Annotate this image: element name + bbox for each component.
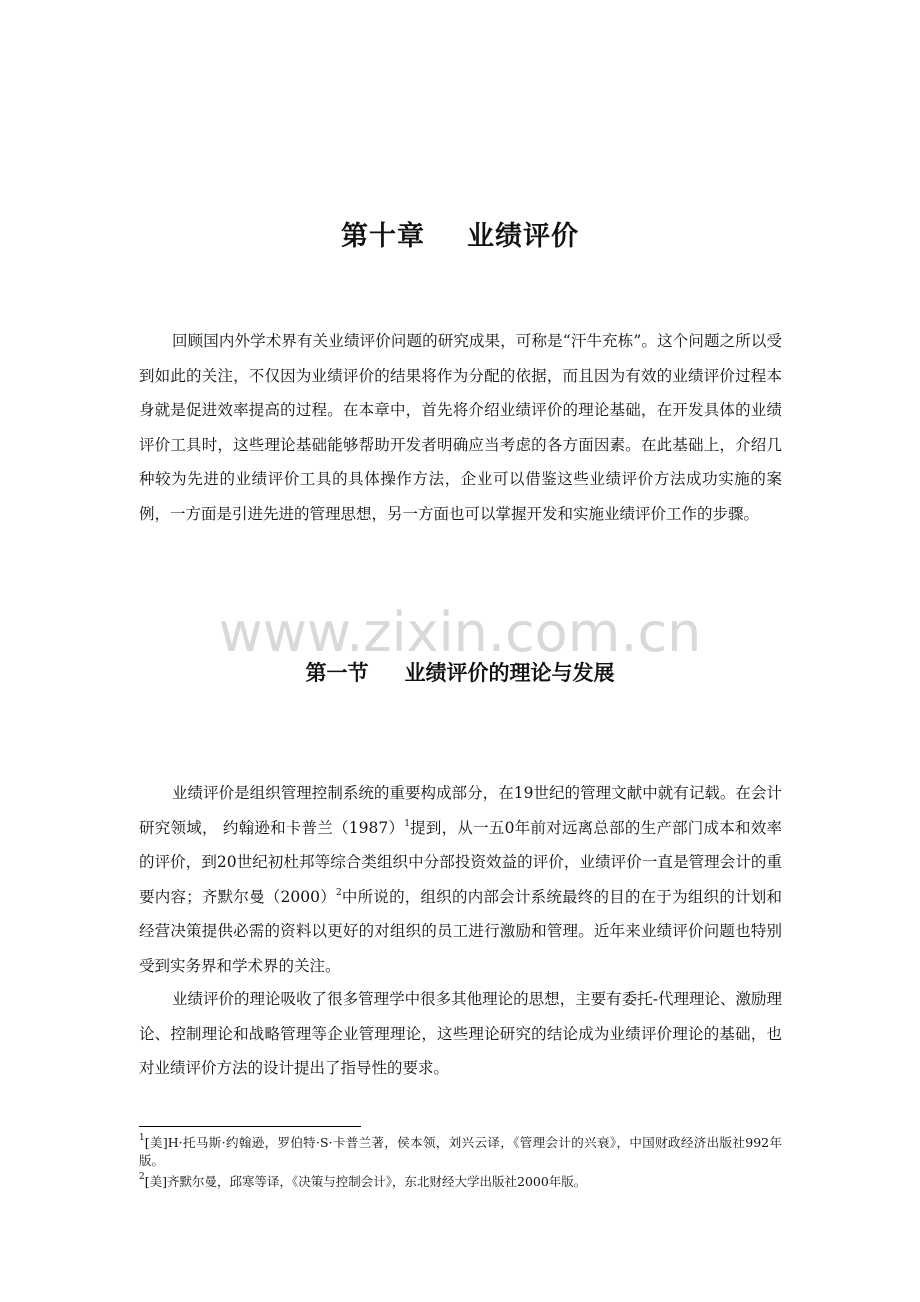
footnotes	[139, 1134, 782, 1194]
footnote-mark-1: 1	[139, 1133, 145, 1143]
footnote-2	[139, 1173, 782, 1191]
footnote-text-1: [美]H·托马斯·约翰逊，罗伯特·S·卡普兰著，侯本领，刘兴云译，《管理会计的兴衰》，中国财政经济出版社992年版。	[139, 1135, 782, 1168]
section-number: 第一节	[305, 661, 369, 685]
body-paragraph-1-part3: 中所说的，组织的内部会计系统最终的目的在于为组织的计划和经营决策提供必需的资料以更好的对组织的员工进行激励和管理。近年来业绩评价问题也特别受到实务界和学术界的关注。	[139, 887, 782, 975]
footnote-ref-1[interactable]: 1	[404, 818, 410, 829]
watermark: www.zixin.com.cn	[218, 601, 702, 664]
body-paragraph-1-part2: 提到，从一五0年前对远离总部的生产部门成本和效率的评价，到20世纪初杜邦等综合类组织中分部投资效益的评价，业绩评价一直是管理会计的重要内容；齐默尔曼（2000）	[139, 818, 782, 906]
chapter-number: 第十章	[341, 221, 425, 252]
section-name: 业绩评价的理论与发展	[404, 661, 615, 685]
body-paragraph-2: 业绩评价的理论吸收了很多管理学中很多其他理论的思想，主要有委托-代理理论、激励理论、控制理论和战略管理等企业管理理论，这些理论研究的结论成为业绩评价理论的基础，也对业绩评价方法的设计提出了指导性的要求。	[139, 990, 782, 1077]
footnote-divider	[139, 1126, 361, 1127]
footnote-1	[139, 1134, 782, 1170]
body-paragraph-1-part1: 业绩评价是组织管理控制系统的重要构成部分，在19世纪的管理文献中就有记载。在会计研究领域， 约翰逊和卡普兰（1987）	[139, 784, 782, 837]
section-title	[0, 657, 920, 687]
footnote-text-2: [美]齐默尔曼，邱寒等译，《决策与控制会计》，东北财经大学出版社2000年版。	[144, 1174, 587, 1189]
chapter-title	[0, 214, 920, 253]
footnote-ref-2[interactable]: 2	[335, 887, 342, 898]
chapter-name: 业绩评价	[467, 221, 579, 252]
body-paragraph-1	[139, 776, 782, 983]
footnote-mark-2: 2	[139, 1172, 145, 1182]
intro-paragraph: 回顾国内外学术界有关业绩评价问题的研究成果，可称是“汗牛充栋”。这个问题之所以受到如此的关注，不仅因为业绩评价的结果将作为分配的依据，而且因为有效的业绩评价过程本身就是促进效率提高的过程。在本章中，首先将介绍业绩评价的理论基础，在开发具体的业绩评价工具时，这些理论基础能够帮助开发者明确应当考虑的各方面因素。在此基础上，介绍几种较为先进的业绩评价工具的具体操作方法，企业可以借鉴这些业绩评价方法成功实施的案例，一方面是引进先进的管理思想，另一方面也可以掌握开发和实施业绩评价工作的步骤。	[139, 332, 782, 523]
